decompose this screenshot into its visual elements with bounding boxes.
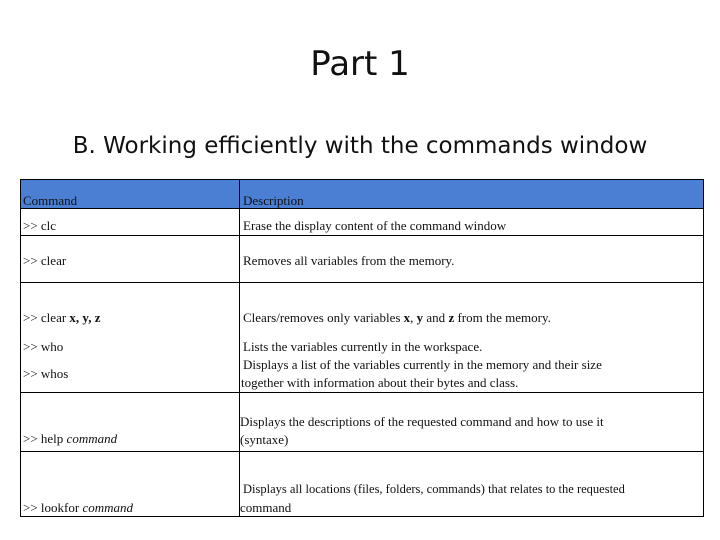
var-z: z bbox=[448, 310, 455, 325]
description-clc: Erase the display content of the command window bbox=[243, 218, 507, 233]
row-divider bbox=[21, 392, 703, 393]
command-args: x, y, z bbox=[69, 310, 101, 325]
command-placeholder: command bbox=[66, 431, 118, 446]
row-divider bbox=[21, 208, 703, 209]
desc-text: Clears/removes only variables bbox=[243, 310, 404, 325]
row-divider bbox=[21, 451, 703, 452]
description-who: Lists the variables currently in the workspace. bbox=[243, 339, 483, 354]
slide-subtitle: B. Working efficiently with the commands window bbox=[72, 133, 648, 159]
command-text: >> lookfor bbox=[23, 500, 83, 515]
var-y: y bbox=[416, 310, 424, 325]
command-help bbox=[23, 430, 117, 447]
description-clear-xyz bbox=[243, 309, 551, 326]
slide-title: Part 1 bbox=[310, 44, 410, 84]
description-lookfor-line2: command bbox=[240, 500, 292, 515]
command-who: >> who bbox=[23, 339, 64, 354]
desc-text: from the memory. bbox=[454, 310, 551, 325]
command-placeholder: command bbox=[82, 500, 133, 515]
desc-text: , bbox=[410, 310, 417, 325]
row-divider bbox=[21, 235, 703, 236]
command-clc: >> clc bbox=[23, 218, 57, 233]
command-clear: >> clear bbox=[23, 253, 67, 268]
description-lookfor-line1: Displays all locations (files, folders, commands) that relates to the requested bbox=[243, 482, 625, 496]
description-clear: Removes all variables from the memory. bbox=[243, 253, 455, 268]
commands-table bbox=[20, 179, 704, 517]
row-divider bbox=[21, 282, 703, 283]
header-command: Command bbox=[23, 193, 78, 208]
command-text: >> clear bbox=[23, 310, 70, 325]
description-help-line2: (syntaxe) bbox=[240, 432, 289, 447]
desc-text: and bbox=[423, 310, 449, 325]
description-whos-line1: Displays a list of the variables currently in the memory and their size bbox=[243, 357, 602, 372]
var-x: x bbox=[403, 310, 411, 325]
header-description: Description bbox=[243, 193, 304, 208]
command-lookfor bbox=[23, 499, 133, 516]
description-help-line1: Displays the descriptions of the requested command and how to use it bbox=[240, 414, 604, 429]
table-header-band bbox=[21, 180, 703, 208]
command-clear-xyz bbox=[23, 309, 100, 326]
command-whos: >> whos bbox=[23, 366, 69, 381]
command-text: >> help bbox=[23, 431, 67, 446]
description-whos-line2: together with information about their bytes and class. bbox=[241, 375, 519, 390]
column-divider bbox=[239, 180, 240, 517]
